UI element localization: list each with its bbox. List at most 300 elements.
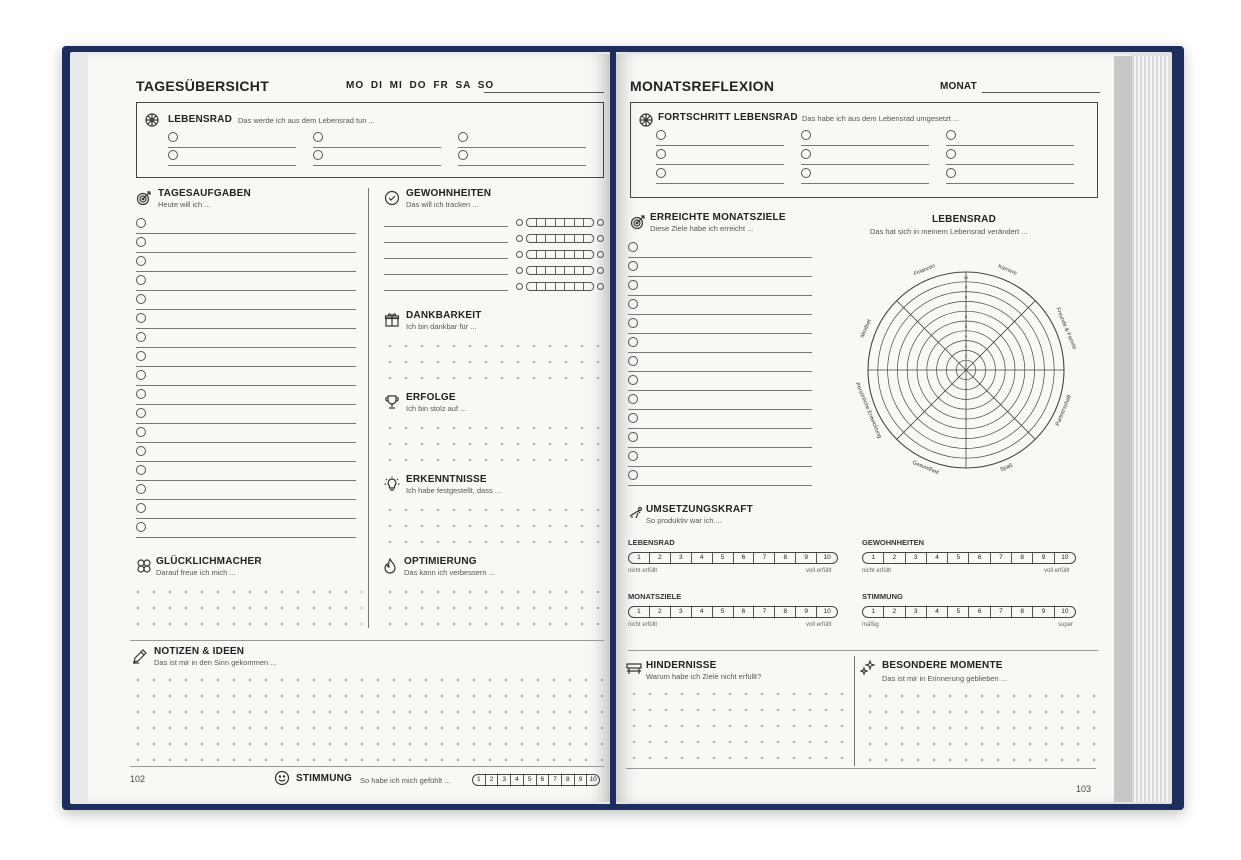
write-line <box>628 485 812 486</box>
write-line <box>628 314 812 315</box>
scale-cell[interactable]: 6 <box>537 775 550 785</box>
scale-cell[interactable]: 3 <box>671 607 692 617</box>
scale-cell[interactable]: 1 <box>863 607 884 617</box>
write-line <box>136 366 356 367</box>
checkbox-line[interactable] <box>136 292 356 310</box>
write-line <box>136 518 356 519</box>
checkbox[interactable] <box>458 132 468 142</box>
checkbox[interactable] <box>313 150 323 160</box>
checkbox[interactable] <box>136 294 146 304</box>
checkbox-line[interactable] <box>628 392 812 410</box>
scale-cell[interactable]: 8 <box>562 775 575 785</box>
gift-icon <box>384 312 400 328</box>
scale-cell[interactable]: 9 <box>575 775 588 785</box>
stimmung-scale[interactable] <box>862 606 1076 618</box>
optimierung-sub: Das kann ich verbessern ... <box>404 568 495 577</box>
write-line <box>168 165 296 166</box>
scale-cell[interactable]: 6 <box>734 553 755 563</box>
stimmung-scale[interactable] <box>472 774 600 786</box>
write-line <box>946 145 1074 146</box>
checkbox[interactable] <box>946 149 956 159</box>
umsetzung-sub: So produktiv war ich ... <box>646 516 722 525</box>
fortschritt-sub: Das habe ich aus dem Lebensrad umgesetzt ... <box>802 114 960 123</box>
sparkles-icon <box>860 660 876 676</box>
face-icon <box>516 219 523 226</box>
optimierung-dotgrid[interactable] <box>382 584 604 634</box>
write-line <box>656 145 784 146</box>
scale-cell[interactable]: 9 <box>1033 607 1054 617</box>
page-shadow-band <box>1114 56 1132 802</box>
habit-line[interactable] <box>384 274 508 275</box>
scale-cell[interactable]: 5 <box>948 607 969 617</box>
wheel-scale-number: 5 <box>964 323 968 329</box>
erkenntnisse-sub: Ich habe festgestellt, dass ... <box>406 486 502 495</box>
scale-cell[interactable]: 10 <box>1061 554 1069 561</box>
checkbox[interactable] <box>628 375 638 385</box>
checkbox[interactable] <box>136 275 146 285</box>
face-icon <box>597 235 604 242</box>
checkbox[interactable] <box>168 132 178 142</box>
checkbox[interactable] <box>628 394 638 404</box>
checkbox[interactable] <box>946 130 956 140</box>
gewohnheiten-title: GEWOHNHEITEN <box>406 188 492 199</box>
scale-cell[interactable]: 3 <box>906 607 927 617</box>
scale-cell[interactable]: 8 <box>775 607 796 617</box>
checkbox-line[interactable] <box>628 411 812 429</box>
notizen-title: NOTIZEN & IDEEN <box>154 646 245 657</box>
checkbox[interactable] <box>136 218 146 228</box>
lightbulb-icon <box>384 476 400 492</box>
checkbox-line[interactable] <box>168 130 296 148</box>
scale-label: GEWOHNHEITEN <box>862 538 925 547</box>
write-line <box>458 165 586 166</box>
scale-cell[interactable]: 5 <box>948 553 969 563</box>
stimmung-sub: So habe ich mich gefühlt ... <box>360 776 451 785</box>
scale-cell[interactable]: 7 <box>991 607 1012 617</box>
habit-tracker[interactable] <box>526 250 594 259</box>
monat-label: MONAT <box>940 81 977 92</box>
wheel-category-label: Freunde & Familie <box>1054 306 1078 351</box>
scale-cell[interactable]: 2 <box>884 553 905 563</box>
scale-cell[interactable]: 1 <box>629 607 650 617</box>
wheel-category-label: Finanzen <box>913 263 937 278</box>
checkbox-line[interactable] <box>458 148 586 166</box>
hindernisse-title: HINDERNISSE <box>646 660 717 671</box>
lebensrad-title: LEBENSRAD <box>168 114 233 125</box>
checkbox[interactable] <box>313 132 323 142</box>
dankbarkeit-dotgrid[interactable] <box>382 338 604 388</box>
write-line <box>136 385 356 386</box>
scale-cell[interactable]: 9 <box>796 553 817 563</box>
checkbox-line[interactable] <box>313 148 441 166</box>
wheel-scale-number: 3 <box>964 343 968 349</box>
checkbox-line[interactable] <box>801 128 929 146</box>
checkbox-line[interactable] <box>168 148 296 166</box>
write-line <box>628 390 812 391</box>
wheel-category-label: Karriere <box>997 263 1018 277</box>
lebensrad-sub: Das werde ich aus dem Lebensrad tun ... <box>238 116 375 125</box>
write-line <box>136 499 356 500</box>
wheel-category-label: Persönliche Entwicklung <box>853 381 883 440</box>
write-line <box>656 183 784 184</box>
scale-cell[interactable]: 1 <box>863 553 884 563</box>
wheel-scale-number: 7 <box>964 304 968 310</box>
write-line <box>946 164 1074 165</box>
scale-cell[interactable]: 7 <box>991 553 1012 563</box>
scale-cell[interactable]: 3 <box>498 775 511 785</box>
checkbox[interactable] <box>136 522 146 532</box>
scale-label: LEBENSRAD <box>628 538 675 547</box>
hindernisse-dotgrid[interactable] <box>626 686 848 764</box>
write-line <box>136 423 356 424</box>
checkbox-line[interactable] <box>946 166 1074 184</box>
momente-sub: Das ist mir in Erinnerung geblieben ... <box>882 674 1008 683</box>
checkbox-line[interactable] <box>136 368 356 386</box>
checkbox-line[interactable] <box>136 349 356 367</box>
checkbox[interactable] <box>628 451 638 461</box>
checkbox-line[interactable] <box>136 330 356 348</box>
scale-cell[interactable]: 4 <box>692 607 713 617</box>
pencil-icon <box>132 648 148 664</box>
habit-tracker[interactable] <box>526 266 594 275</box>
hindernisse-sub: Warum habe ich Ziele nicht erfüllt? <box>646 672 762 681</box>
column-divider <box>368 188 369 628</box>
divider <box>130 640 604 641</box>
right-page <box>616 54 1130 802</box>
scale-cell[interactable]: 2 <box>650 607 671 617</box>
checkbox[interactable] <box>136 256 146 266</box>
write-line <box>628 276 812 277</box>
flame-icon <box>382 558 398 574</box>
divider <box>628 650 1098 651</box>
checkbox-line[interactable] <box>628 468 812 486</box>
checkbox-line[interactable] <box>628 354 812 372</box>
dankbarkeit-title: DANKBARKEIT <box>406 310 482 321</box>
wheel-category-label: Gesundheit <box>911 459 940 477</box>
checkbox[interactable] <box>136 446 146 456</box>
checkbox[interactable] <box>136 389 146 399</box>
habit-line[interactable] <box>384 226 508 227</box>
checkbox-line[interactable] <box>628 430 812 448</box>
scale-cell[interactable]: 5 <box>713 553 734 563</box>
write-line <box>136 442 356 443</box>
write-line <box>136 328 356 329</box>
checkbox[interactable] <box>136 237 146 247</box>
scale-cell[interactable]: 4 <box>927 553 948 563</box>
checkbox[interactable] <box>656 149 666 159</box>
wheel-icon <box>638 112 654 128</box>
checkbox-line[interactable] <box>136 444 356 462</box>
face-icon <box>597 283 604 290</box>
wheel-scale-number: 9 <box>964 284 968 290</box>
checkbox-line[interactable] <box>136 463 356 481</box>
scale-cell[interactable]: 5 <box>713 607 734 617</box>
column-divider <box>854 656 855 766</box>
wheel-scale-number: 4 <box>964 333 968 339</box>
monatsziele-scale[interactable] <box>628 606 838 618</box>
scale-cell[interactable]: 7 <box>754 553 775 563</box>
write-line <box>628 333 812 334</box>
checkbox[interactable] <box>136 465 146 475</box>
scale-cell[interactable]: 5 <box>524 775 537 785</box>
checkbox[interactable] <box>801 149 811 159</box>
checkbox[interactable] <box>136 503 146 513</box>
checkbox[interactable] <box>946 168 956 178</box>
write-line <box>313 165 441 166</box>
notizen-dotgrid[interactable] <box>130 672 604 762</box>
checkbox-line[interactable] <box>801 147 929 165</box>
checkbox-line[interactable] <box>136 273 356 291</box>
checkbox[interactable] <box>801 168 811 178</box>
checkbox-line[interactable] <box>628 316 812 334</box>
gluecklichmacher-title: GLÜCKLICHMACHER <box>156 556 262 567</box>
write-line <box>946 183 1074 184</box>
scale-cell[interactable]: 6 <box>969 607 990 617</box>
checkbox-line[interactable] <box>136 501 356 519</box>
monatsziele-title: ERREICHTE MONATSZIELE <box>650 212 786 223</box>
habit-line[interactable] <box>384 258 508 259</box>
checkbox[interactable] <box>458 150 468 160</box>
tagesaufgaben-sub: Heute will ich ... <box>158 200 211 209</box>
erkenntnisse-title: ERKENNTNISSE <box>406 474 487 485</box>
write-line <box>136 252 356 253</box>
gewohnheiten-scale[interactable] <box>862 552 1076 564</box>
momente-title: BESONDERE MOMENTE <box>882 660 1003 671</box>
check-circle-icon <box>384 190 400 206</box>
checkbox-line[interactable] <box>801 166 929 184</box>
page-title: MONATSREFLEXION <box>630 78 775 94</box>
face-icon <box>597 267 604 274</box>
scale-cell[interactable]: 6 <box>969 553 990 563</box>
write-line <box>628 352 812 353</box>
write-line <box>801 183 929 184</box>
checkbox[interactable] <box>628 318 638 328</box>
checkbox[interactable] <box>136 484 146 494</box>
scale-cell[interactable]: 1 <box>629 553 650 563</box>
write-line <box>801 145 929 146</box>
wheel-category-label: Partnerschaft <box>1054 394 1073 427</box>
checkbox[interactable] <box>168 150 178 160</box>
scale-cell[interactable]: 8 <box>1012 553 1033 563</box>
write-line <box>628 371 812 372</box>
wheel-scale-number: 8 <box>964 294 968 300</box>
page-title: TAGESÜBERSICHT <box>136 78 270 94</box>
scale-label: STIMMUNG <box>862 592 903 601</box>
write-line <box>801 164 929 165</box>
wheel-scale-number: 1 <box>964 363 968 369</box>
lebensrad-scale[interactable] <box>628 552 838 564</box>
left-page <box>88 54 610 802</box>
scale-high: voll erfüllt <box>1044 568 1070 574</box>
checkbox-line[interactable] <box>628 278 812 296</box>
write-line <box>136 461 356 462</box>
checkbox[interactable] <box>628 337 638 347</box>
weekday-selector[interactable]: MO DI MI DO FR SA SO <box>346 80 495 91</box>
scale-high: super <box>1058 622 1074 628</box>
checkbox-line[interactable] <box>628 297 812 315</box>
habit-line[interactable] <box>384 242 508 243</box>
scale-cell[interactable]: 2 <box>486 775 499 785</box>
checkbox[interactable] <box>136 351 146 361</box>
gluecklichmacher-sub: Darauf freue ich mich ... <box>156 568 236 577</box>
write-line <box>136 347 356 348</box>
checkbox[interactable] <box>136 427 146 437</box>
gluecklichmacher-dotgrid[interactable] <box>130 584 362 634</box>
checkbox[interactable] <box>628 432 638 442</box>
face-icon <box>516 235 523 242</box>
wheel-category-label: Mindset <box>859 318 873 339</box>
scale-cell[interactable]: 1 <box>473 775 486 785</box>
momente-dotgrid[interactable] <box>862 688 1098 764</box>
habit-tracker[interactable] <box>526 218 594 227</box>
checkbox-line[interactable] <box>136 235 356 253</box>
scale-cell[interactable]: 10 <box>823 554 831 561</box>
scale-low: mäßig <box>862 622 879 628</box>
checkbox-line[interactable] <box>136 311 356 329</box>
stimmung-title: STIMMUNG <box>296 773 353 784</box>
checkbox[interactable] <box>136 370 146 380</box>
checkbox[interactable] <box>136 332 146 342</box>
checkbox-line[interactable] <box>628 240 812 258</box>
checkbox-line[interactable] <box>946 128 1074 146</box>
checkbox-line[interactable] <box>628 259 812 277</box>
erkenntnisse-dotgrid[interactable] <box>382 502 604 550</box>
write-line <box>628 295 812 296</box>
checkbox-line[interactable] <box>628 373 812 391</box>
scale-cell[interactable]: 3 <box>671 553 692 563</box>
scale-low: nicht erfüllt <box>628 568 658 574</box>
checkbox[interactable] <box>656 130 666 140</box>
scale-cell[interactable]: 7 <box>549 775 562 785</box>
umsetzung-title: UMSETZUNGSKRAFT <box>646 504 753 515</box>
pushup-icon <box>628 504 644 520</box>
wheel-scale-number: 10 <box>963 274 969 280</box>
face-icon <box>516 251 523 258</box>
target-icon <box>630 214 646 230</box>
checkbox-line[interactable] <box>656 128 784 146</box>
habit-tracker[interactable] <box>526 282 594 291</box>
checkbox-line[interactable] <box>136 254 356 272</box>
erfolge-title: ERFOLGE <box>406 392 456 403</box>
scale-label: MONATSZIELE <box>628 592 682 601</box>
checkbox-line[interactable] <box>136 387 356 405</box>
checkbox[interactable] <box>628 280 638 290</box>
wheel-scale-number: 6 <box>964 314 968 320</box>
erfolge-dotgrid[interactable] <box>382 420 604 470</box>
scale-cell[interactable]: 6 <box>734 607 755 617</box>
page-number: 102 <box>130 774 146 784</box>
checkbox-line[interactable] <box>136 482 356 500</box>
wheel-scale-number: 2 <box>964 353 968 359</box>
face-icon <box>597 251 604 258</box>
checkbox-line[interactable] <box>136 425 356 443</box>
scale-cell[interactable]: 3 <box>906 553 927 563</box>
clover-icon <box>136 558 152 574</box>
checkbox[interactable] <box>136 313 146 323</box>
habit-line[interactable] <box>384 290 508 291</box>
tagesaufgaben-title: TAGESAUFGABEN <box>158 188 251 199</box>
scale-cell[interactable]: 2 <box>650 553 671 563</box>
checkbox[interactable] <box>656 168 666 178</box>
scale-cell[interactable]: 10 <box>1061 608 1069 615</box>
habit-tracker[interactable] <box>526 234 594 243</box>
scale-low: nicht erfüllt <box>862 568 892 574</box>
checkbox[interactable] <box>628 413 638 423</box>
write-line <box>136 404 356 405</box>
scale-cell[interactable]: 9 <box>796 607 817 617</box>
checkbox[interactable] <box>628 356 638 366</box>
face-icon <box>597 219 604 226</box>
scale-cell[interactable]: 4 <box>692 553 713 563</box>
scale-cell[interactable]: 4 <box>927 607 948 617</box>
face-icon <box>516 283 523 290</box>
checkbox-line[interactable] <box>628 449 812 467</box>
divider <box>626 768 1096 769</box>
lebensrad-title: LEBENSRAD <box>932 214 997 225</box>
divider <box>130 766 604 767</box>
trophy-icon <box>384 394 400 410</box>
notizen-sub: Das ist mir in den Sinn gekommen ... <box>154 658 277 667</box>
checkbox-line[interactable] <box>136 406 356 424</box>
write-line <box>628 428 812 429</box>
scale-cell[interactable]: 10 <box>823 608 831 615</box>
scale-cell[interactable]: 2 <box>884 607 905 617</box>
scale-high: voll erfüllt <box>806 622 832 628</box>
erfolge-sub: Ich bin stolz auf ... <box>406 404 467 413</box>
barrier-icon <box>626 660 642 676</box>
checkbox-line[interactable] <box>628 335 812 353</box>
checkbox[interactable] <box>628 261 638 271</box>
lebensrad-wheel[interactable] <box>842 246 1090 494</box>
checkbox[interactable] <box>801 130 811 140</box>
scale-cell[interactable]: 9 <box>1033 553 1054 563</box>
scale-low: nicht erfüllt <box>628 622 658 628</box>
checkbox[interactable] <box>136 408 146 418</box>
checkbox-line[interactable] <box>458 130 586 148</box>
face-icon <box>516 267 523 274</box>
checkbox[interactable] <box>628 470 638 480</box>
checkbox[interactable] <box>628 242 638 252</box>
lebensrad-sub: Das hat sich in meinem Lebensrad verändert ... <box>870 227 1028 236</box>
checkbox-line[interactable] <box>656 166 784 184</box>
checkbox-line[interactable] <box>313 130 441 148</box>
write-line <box>136 290 356 291</box>
monat-line[interactable] <box>982 92 1100 93</box>
gewohnheiten-sub: Das will ich tracken ... <box>406 200 479 209</box>
scale-cell[interactable]: 4 <box>511 775 524 785</box>
scale-cell[interactable]: 10 <box>589 776 597 783</box>
write-line <box>628 447 812 448</box>
checkbox[interactable] <box>628 299 638 309</box>
write-line <box>628 257 812 258</box>
write-line <box>136 537 356 538</box>
scale-cell[interactable]: 8 <box>775 553 796 563</box>
optimierung-title: OPTIMIERUNG <box>404 556 477 567</box>
checkbox-line[interactable] <box>656 147 784 165</box>
write-line <box>628 409 812 410</box>
write-line <box>628 466 812 467</box>
checkbox-line[interactable] <box>946 147 1074 165</box>
page-edges <box>1128 56 1168 802</box>
monatsziele-sub: Diese Ziele habe ich erreicht ... <box>650 224 754 233</box>
scale-cell[interactable]: 7 <box>754 607 775 617</box>
date-line <box>484 92 604 93</box>
checkbox-line[interactable] <box>136 520 356 538</box>
scale-cell[interactable]: 8 <box>1012 607 1033 617</box>
write-line <box>136 233 356 234</box>
checkbox-line[interactable] <box>136 216 356 234</box>
page-number: 103 <box>1076 784 1092 794</box>
